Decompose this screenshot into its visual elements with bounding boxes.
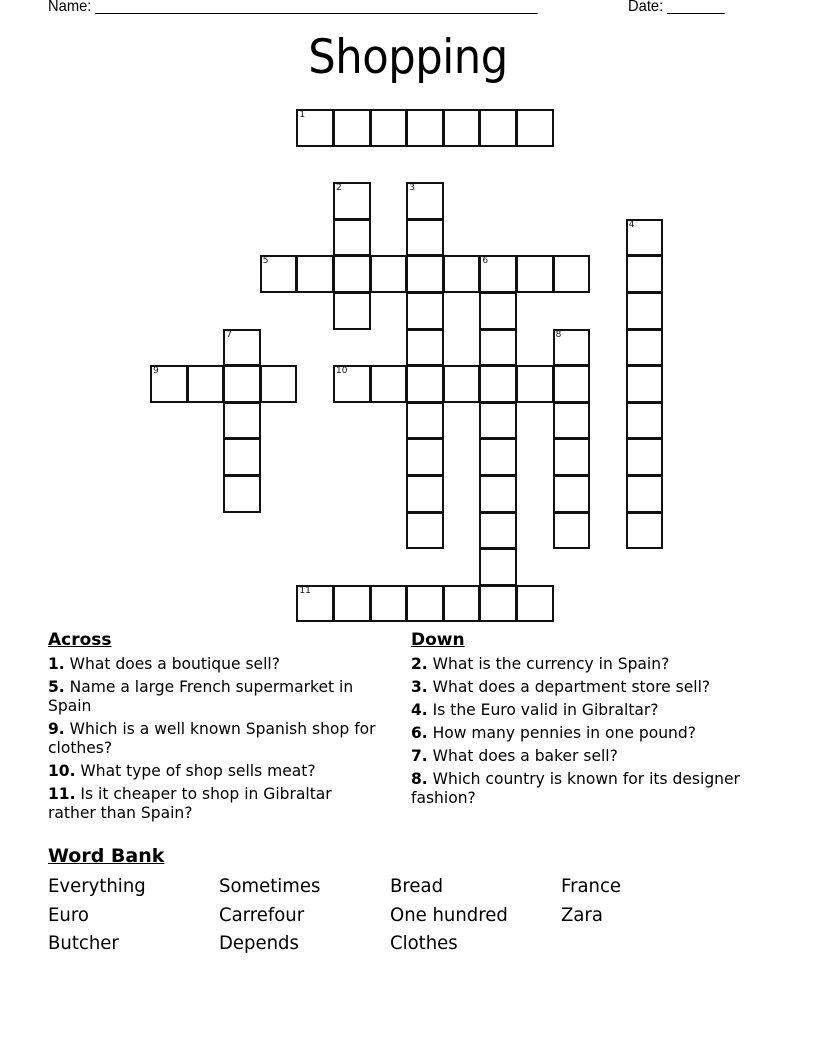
crossword-cell[interactable] <box>443 255 481 293</box>
word-bank-item: France <box>561 875 622 897</box>
crossword-cell[interactable] <box>553 402 591 440</box>
clue-number: 4. <box>411 700 428 719</box>
crossword-cell[interactable] <box>406 512 444 550</box>
clue-text: What does a baker sell? <box>427 746 618 765</box>
crossword-cell[interactable] <box>333 182 371 220</box>
crossword-cell[interactable] <box>406 255 444 293</box>
page-title: Shopping <box>308 30 508 85</box>
word-bank-item: Sometimes <box>219 875 321 897</box>
crossword-cell[interactable] <box>333 255 371 293</box>
clue-down-6 <box>411 723 741 742</box>
crossword-cell[interactable] <box>479 548 517 586</box>
word-bank-heading: Word Bank <box>48 845 165 867</box>
clue-across-1 <box>48 654 378 673</box>
clue-text: Is the Euro valid in Gibraltar? <box>427 700 659 719</box>
clue-across-9 <box>48 719 378 757</box>
crossword-cell[interactable] <box>626 329 664 367</box>
clue-number-label: 9 <box>153 366 159 377</box>
crossword-cell[interactable] <box>479 585 517 623</box>
word-bank-item: Butcher <box>48 932 119 954</box>
crossword-cell[interactable] <box>516 109 554 147</box>
crossword-cell[interactable] <box>223 475 261 513</box>
crossword-cell[interactable] <box>296 109 334 147</box>
crossword-cell[interactable] <box>260 365 298 403</box>
crossword-cell[interactable] <box>370 255 408 293</box>
crossword-cell[interactable] <box>223 438 261 476</box>
crossword-cell[interactable] <box>626 292 664 330</box>
crossword-cell[interactable] <box>626 255 664 293</box>
clue-number-label: 5 <box>262 256 269 267</box>
clue-number: 11. <box>48 784 76 803</box>
crossword-cell[interactable] <box>479 292 517 330</box>
crossword-cell[interactable] <box>479 329 517 367</box>
crossword-cell[interactable] <box>443 365 481 403</box>
clue-number: 10. <box>48 761 76 780</box>
crossword-cell[interactable] <box>516 255 554 293</box>
word-bank-item: Clothes <box>390 932 458 954</box>
crossword-cell[interactable] <box>370 109 408 147</box>
crossword-cell[interactable] <box>626 512 664 550</box>
clue-number-label: 4 <box>628 219 635 230</box>
clue-text: What does a boutique sell? <box>64 654 280 673</box>
crossword-cell[interactable] <box>406 109 444 147</box>
clue-down-7 <box>411 746 741 765</box>
clue-text: Name a large French supermarket in Spain <box>48 677 354 715</box>
crossword-cell[interactable] <box>443 109 481 147</box>
crossword-cell[interactable] <box>553 255 591 293</box>
crossword-cell[interactable] <box>553 329 591 367</box>
clue-across-10 <box>48 761 378 780</box>
word-bank-item: Bread <box>390 875 444 897</box>
crossword-cell[interactable] <box>553 438 591 476</box>
clue-number-label: 11 <box>299 585 311 596</box>
clue-across-11 <box>48 784 378 822</box>
crossword-cell[interactable] <box>443 585 481 623</box>
clue-number-label: 6 <box>482 256 489 267</box>
down-heading: Down <box>411 630 465 650</box>
clue-down-2 <box>411 654 741 673</box>
crossword-cell[interactable] <box>626 402 664 440</box>
word-bank-item: Euro <box>48 903 89 926</box>
crossword-cell[interactable] <box>516 365 554 403</box>
crossword-cell[interactable] <box>406 438 444 476</box>
crossword-cell[interactable] <box>479 475 517 513</box>
down-clues <box>411 629 751 811</box>
crossword-cell[interactable] <box>260 255 298 293</box>
clue-number-label: 8 <box>555 329 562 340</box>
clue-text: Which country is known for its designer fashion? <box>411 769 740 807</box>
crossword-cell[interactable] <box>479 402 517 440</box>
clue-number: 1. <box>48 654 65 673</box>
crossword-cell[interactable] <box>553 512 591 550</box>
clue-number-label: 1 <box>299 110 306 120</box>
clue-text: What is the currency in Spain? <box>427 654 670 673</box>
clue-down-4 <box>411 700 741 719</box>
clue-number-label: 3 <box>409 183 415 194</box>
crossword-cell[interactable] <box>333 365 371 403</box>
crossword-cell[interactable] <box>406 219 444 257</box>
crossword-cell[interactable] <box>479 438 517 476</box>
clue-text: What type of shop sells meat? <box>75 761 316 780</box>
clue-number: 6. <box>411 723 428 742</box>
crossword-cell[interactable] <box>333 109 371 147</box>
clue-down-3 <box>411 677 741 696</box>
crossword-cell[interactable] <box>223 329 261 367</box>
clue-number: 7. <box>411 746 428 765</box>
crossword-cell[interactable] <box>479 109 517 147</box>
clue-number: 8. <box>411 769 428 788</box>
word-bank <box>48 872 732 958</box>
crossword-cell[interactable] <box>370 585 408 623</box>
crossword-cell[interactable] <box>223 365 261 403</box>
crossword-cell[interactable] <box>479 365 517 403</box>
crossword-cell[interactable] <box>150 365 188 403</box>
crossword-cell[interactable] <box>296 585 334 623</box>
word-bank-item: Carrefour <box>219 903 305 926</box>
across-heading: Across <box>48 630 112 650</box>
crossword-cell[interactable] <box>370 365 408 403</box>
crossword-cell[interactable] <box>406 182 444 220</box>
clue-number-label: 10 <box>336 366 348 377</box>
clue-number: 5. <box>48 677 65 696</box>
clue-text: Is it cheaper to shop in Gibraltar rather than Spain? <box>48 784 332 822</box>
clue-text: Which is a well known Spanish shop for clothes? <box>48 719 376 757</box>
name-field-label: Name: ______________________________________________________ <box>48 0 538 15</box>
clue-number: 2. <box>411 654 428 673</box>
crossword-cell[interactable] <box>406 475 444 513</box>
clue-text: What does a department store sell? <box>427 677 711 696</box>
crossword-cell[interactable] <box>406 292 444 330</box>
crossword-cell[interactable] <box>626 475 664 513</box>
crossword-grid <box>151 110 664 623</box>
crossword-cell[interactable] <box>187 365 225 403</box>
crossword-cell[interactable] <box>479 512 517 550</box>
crossword-cell[interactable] <box>553 475 591 513</box>
clue-text: How many pennies in one pound? <box>427 723 696 742</box>
word-bank-item: One hundred <box>390 903 508 926</box>
crossword-cell[interactable] <box>626 438 664 476</box>
crossword-cell[interactable] <box>406 402 444 440</box>
across-clues <box>48 629 388 826</box>
clue-number: 3. <box>411 677 428 696</box>
crossword-cell[interactable] <box>333 585 371 623</box>
crossword-cell[interactable] <box>553 365 591 403</box>
crossword-cell[interactable] <box>626 219 664 257</box>
clue-number-label: 2 <box>336 183 342 194</box>
crossword-cell[interactable] <box>626 365 664 403</box>
clue-across-5 <box>48 677 378 715</box>
crossword-cell[interactable] <box>333 292 371 330</box>
clue-number-label: 7 <box>226 329 232 340</box>
crossword-cell[interactable] <box>406 329 444 367</box>
crossword-cell[interactable] <box>333 219 371 257</box>
crossword-cell[interactable] <box>479 255 517 293</box>
crossword-cell[interactable] <box>296 255 334 293</box>
crossword-cell[interactable] <box>406 585 444 623</box>
crossword-cell[interactable] <box>223 402 261 440</box>
clue-down-8 <box>411 769 741 807</box>
clue-number: 9. <box>48 719 65 738</box>
crossword-cell[interactable] <box>516 585 554 623</box>
word-bank-item: Depends <box>219 932 299 954</box>
date-field-label: Date: _______ <box>628 0 725 15</box>
crossword-cell[interactable] <box>406 365 444 403</box>
word-bank-item: Zara <box>561 903 603 926</box>
word-bank-item: Everything <box>48 875 146 897</box>
